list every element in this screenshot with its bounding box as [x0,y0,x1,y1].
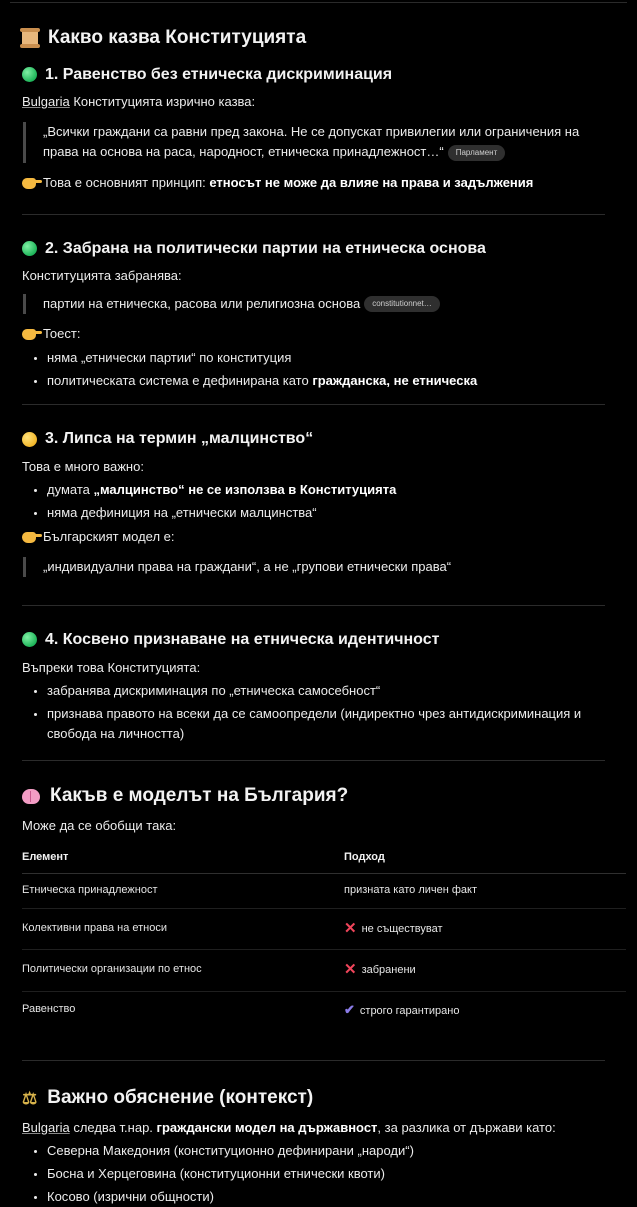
subsection-title: 1. Равенство без етническа дискриминация [22,65,615,84]
divider [22,760,605,761]
column-header: Подход [344,842,626,874]
paragraph: Конституцията забранява: [22,267,182,283]
subsection-title: 2. Забрана на политически партии на етническа основа [22,239,615,258]
section-heading-constitution: Какво казва Конституцията [22,27,615,50]
paragraph: Bulgaria Конституцията изрично казва: [22,93,256,109]
table-header-row [22,842,626,874]
subsection-title: 4. Косвено признаване на етническа идентичност [22,630,615,649]
list-item: • думата „малцинство“ не се използва в Конституцията [47,480,615,500]
pointing-hand-icon [22,329,36,340]
cross-mark-icon: ✕ [344,961,357,979]
bulgaria-link[interactable]: Bulgaria [22,93,70,109]
table-row [22,874,626,909]
pointer-line: Българският модел е: [22,527,615,547]
list-item: • Косово (изрични общности) [47,1187,615,1207]
pointing-hand-icon [22,532,36,543]
balance-scale-icon: ⚖ [22,1088,38,1108]
subsection-equality [22,65,615,194]
table-cell: призната като личен факт [344,874,626,909]
section-heading-model: Какъв е моделът на България? [22,785,615,808]
divider [22,214,605,215]
yellow-circle-icon [22,432,37,447]
scroll-icon [22,29,38,47]
bulgaria-link[interactable]: Bulgaria [22,1119,70,1135]
pointer-line: Това е основният принцип: етносът не може да влияе на права и задължения [22,173,615,193]
green-circle-icon [22,241,37,256]
pointer-line: Тоест: [22,324,615,344]
table-cell: Етническа принадлежност [22,874,344,909]
subsection-title: 3. Липса на термин „малцинство“ [22,429,615,448]
table-cell: ✕ не съществуват [344,909,626,950]
list-item: • забранява дискриминация по „етническа самосебност“ [47,681,615,701]
divider [22,605,605,606]
section-model [22,785,615,1029]
table-cell: Равенство [22,1003,76,1016]
subsection-minority [22,429,615,577]
paragraph: Въпреки това Конституцията: [22,659,201,675]
table-cell: ✕ забранени [344,950,626,991]
table-row [22,909,626,950]
bullet-list [22,1141,615,1207]
green-circle-icon [22,67,37,82]
list-item: • Северна Македония (конституционно дефинирани „народи“) [47,1141,615,1161]
model-table [22,842,626,1029]
table-cell: ✔ строго гарантирано [344,1001,460,1017]
bullet-list [22,348,615,391]
list-item: • няма дефиниция на „етнически малцинства“ [47,503,615,523]
subsection-identity [22,630,615,744]
section-context [22,1087,615,1207]
source-chip[interactable]: constitutionnet… [364,296,440,312]
blockquote: „Всички граждани са равни пред закона. Не се допускат привилегии или ограничения на права на основа на раса, народност, етническа принадлежност…“ Парламент [23,122,615,163]
table-row [22,991,626,1029]
cross-mark-icon: ✕ [344,920,357,938]
source-chip[interactable]: Парламент [448,145,506,161]
check-mark-icon: ✔ [344,1001,355,1017]
table-row [22,950,626,991]
list-item: • признава правото на всеки да се самоопредели (индиректно чрез антидискриминация и свобода на личността) [47,704,615,744]
blockquote: партии на етническа, расова или религиозна основа constitutionnet… [23,294,615,314]
divider [22,404,605,405]
table-cell: Колективни права на етноси [22,909,344,950]
bullet-list [22,480,615,523]
subsection-party-ban [22,239,615,392]
paragraph: Може да се обобщи така: [22,817,177,833]
blockquote: „индивидуални права на граждани“, а не „групови етнически права“ [23,557,615,577]
bullet-list [22,681,615,744]
list-item: • политическата система е дефинирана като гражданска, не етническа [47,371,615,391]
column-header: Елемент [22,842,344,874]
table-cell: Политически организации по етнос [22,950,344,991]
section-heading-context: ⚖ Важно обяснение (контекст) [22,1086,314,1108]
paragraph: Това е много важно: [22,458,144,474]
list-item: • Босна и Херцеговина (конституционни етнически квоти) [47,1164,615,1184]
brain-icon [22,789,40,804]
paragraph: Bulgaria следва т.нар. граждански модел на държавност, за разлика от държави като: [22,1119,556,1135]
green-circle-icon [22,632,37,647]
list-item: • няма „етнически партии“ по конституция [47,348,615,368]
divider [22,1060,605,1061]
pointing-hand-icon [22,178,36,189]
